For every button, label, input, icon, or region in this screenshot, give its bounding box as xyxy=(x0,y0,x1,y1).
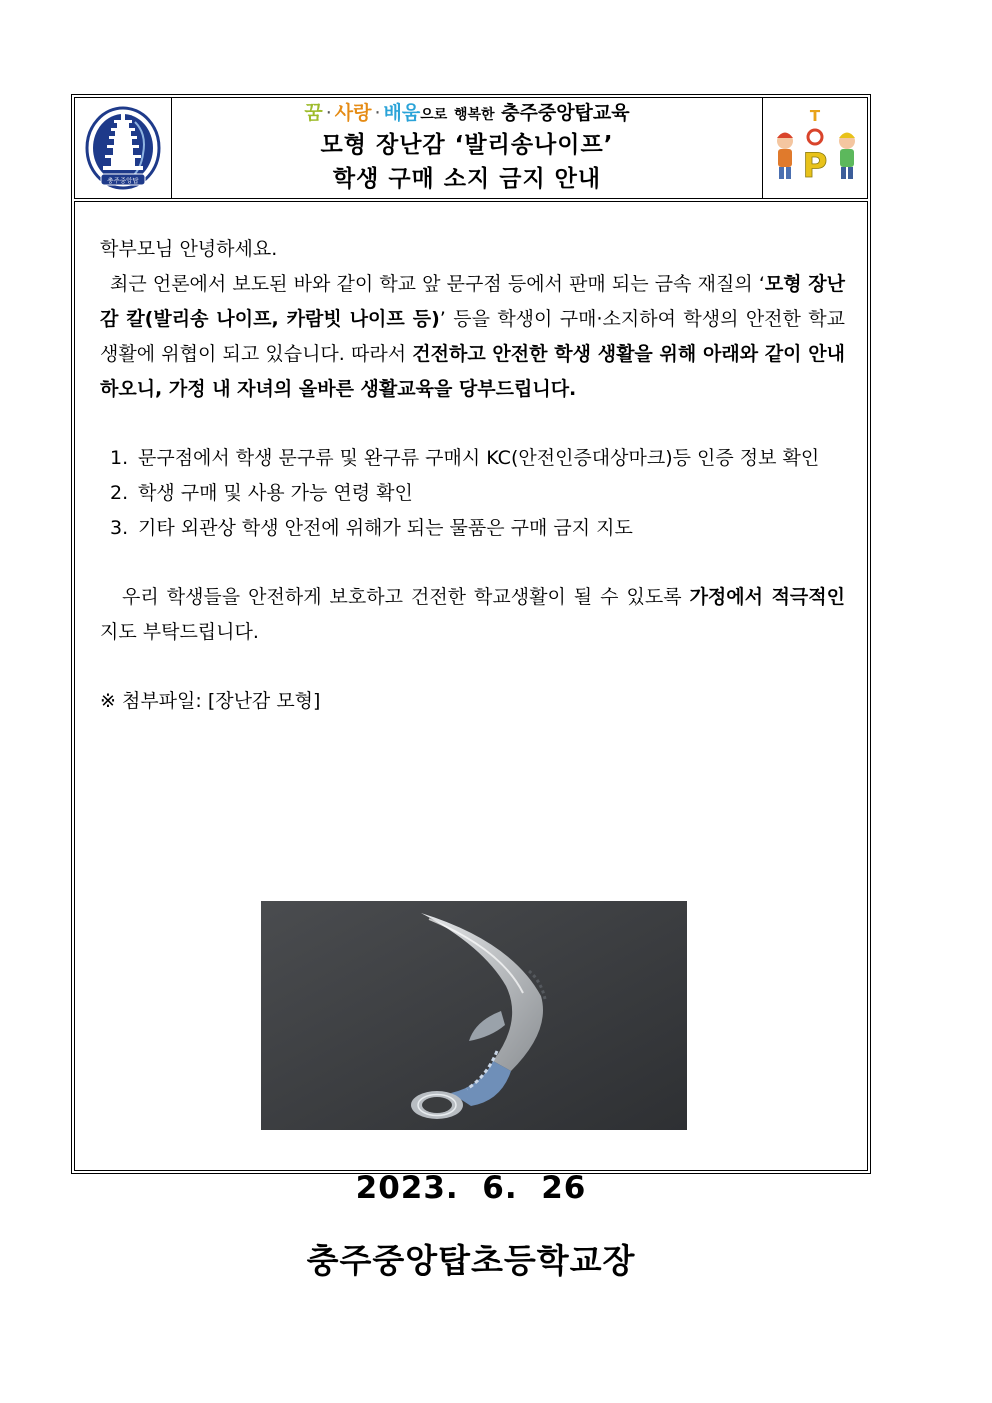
logo-caption: 충주중앙탑 xyxy=(107,176,139,185)
list-number: 2. xyxy=(110,482,129,504)
greeting: 학부모님 안녕하세요. xyxy=(100,238,278,260)
body-box xyxy=(74,201,868,1280)
guidance-list xyxy=(100,441,845,546)
karambit-knife-photo xyxy=(261,901,687,1130)
list-text: 학생 구매 및 사용 가능 연령 확인 xyxy=(138,482,413,504)
motto-suffix-happy: 행복한 xyxy=(453,107,495,123)
closing-text-end: 지도 부탁드립니다. xyxy=(100,621,259,643)
motto-suffix: 으로 xyxy=(420,107,448,123)
intro-text: 최근 언론에서 보도된 바와 같이 학교 앞 문구점 등에서 판매 되는 금속 재질의 ‘ xyxy=(110,273,765,295)
mascot-top-logo xyxy=(767,105,863,191)
intro-bold-request: 건전하고 안전한 학생 생활을 위해 아래와 같이 안내하오니, 가정 내 자녀의 올바른 생활교육을 당부드립니다. xyxy=(100,343,845,400)
page-subtitle: 학생 구매 소지 금지 안내 xyxy=(332,166,602,192)
list-number: 1. xyxy=(110,447,129,469)
letter-content xyxy=(100,232,845,719)
school-motto xyxy=(304,100,629,128)
list-item xyxy=(100,476,845,511)
attachment-note: ※ 첨부파일: [장난감 모형] xyxy=(100,690,321,712)
mascot-letter-t: T xyxy=(809,107,821,125)
list-text: 기타 외관상 학생 안전에 위해가 되는 물품은 구매 금지 지도 xyxy=(138,517,633,539)
list-item xyxy=(100,441,845,476)
motto-word-dream: 꿈 xyxy=(304,102,323,124)
school-logo xyxy=(83,104,163,192)
intro-paragraph xyxy=(100,267,845,407)
header-table xyxy=(74,97,868,199)
intro-text-mid: ’ 등을 학생이 구매·소지하여 학생의 안전한 학교 생활에 위협이 되고 있습니다. 따라서 xyxy=(100,308,845,365)
motto-dot: · xyxy=(374,102,381,124)
mascot-cell xyxy=(762,98,867,198)
closing-paragraph xyxy=(100,580,845,650)
list-number: 3. xyxy=(110,517,129,539)
motto-dot: · xyxy=(325,102,332,124)
intro-bold-item: 모형 장난감 칼(발리송 나이프, 카람빗 나이프 등) xyxy=(100,273,846,330)
closing-bold: 가정에서 적극적인 xyxy=(689,586,845,608)
closing-text: 우리 학생들을 안전하게 보호하고 건전한 학교생활이 될 수 있도록 xyxy=(122,586,690,608)
signer: 충주중앙탑초등학교장 xyxy=(306,1241,636,1280)
motto-word-learning: 배움 xyxy=(383,102,421,124)
school-logo-cell xyxy=(75,98,172,198)
document-frame xyxy=(71,94,871,1280)
motto-org: 충주중앙탑교육 xyxy=(501,102,630,124)
list-text: 문구점에서 학생 문구류 및 완구류 구매시 KC(안전인증대상마크)등 인증 정보 확인 xyxy=(138,447,820,469)
issue-date: 2023. 6. 26 xyxy=(355,1170,587,1206)
mascot-letter-p: P xyxy=(802,146,828,186)
list-item xyxy=(100,511,845,546)
motto-word-love: 사랑 xyxy=(334,102,372,124)
title-block xyxy=(172,98,762,198)
page-title: 모형 장난감 ‘발리송나이프’ xyxy=(320,132,614,158)
